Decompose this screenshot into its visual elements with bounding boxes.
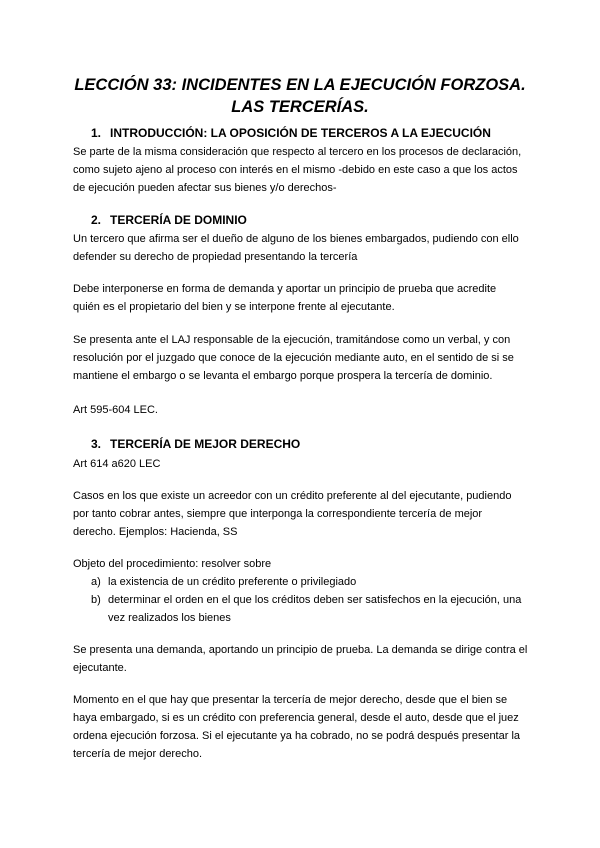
paragraph-line: por tanto cobrar antes, siempre que interponga la correspondiente tercería de mejor (73, 508, 483, 520)
paragraph-line: Se parte de la misma consideración que respecto al tercero en los procesos de declaración, (73, 146, 522, 158)
section-heading-terceria-dominio: 2. TERCERÍA DE DOMINIO (91, 213, 247, 227)
paragraph-line: como sujeto ajeno al proceso con interés en el mismo -debido en este caso a que los actos (73, 164, 518, 176)
paragraph-line: Art 595-604 LEC. (73, 404, 158, 416)
list-item: b) determinar el orden en el que los créditos deben ser satisfechos en la ejecución, una (91, 594, 522, 606)
paragraph-line: Art 614 a620 LEC (73, 458, 161, 470)
section-heading-introduccion: 1. INTRODUCCIÓN: LA OPOSICIÓN DE TERCEROS A LA EJECUCIÓN (91, 126, 491, 140)
paragraph-line: resolución por el juzgado que conoce de la ejecución mediante auto, en el sentido de si se (73, 352, 514, 364)
paragraph-line: mantiene el embargo o se levanta el embargo porque prospera la tercería de dominio. (73, 370, 493, 382)
paragraph-line: ordena ejecución forzosa. Si el ejecutante ya ha cobrado, no se podrá después presentar la (73, 730, 521, 742)
paragraph-line: quién es el propietario del bien y se interpone frente al ejecutante. (73, 301, 395, 313)
paragraph-line: Momento en el que hay que presentar la tercería de mejor derecho, desde que el bien se (73, 694, 508, 706)
section-heading-terceria-mejor-derecho: 3. TERCERÍA DE MEJOR DERECHO (91, 437, 301, 451)
list-item-continuation: vez realizados los bienes (108, 612, 231, 624)
paragraph-line: Objeto del procedimiento: resolver sobre (73, 558, 272, 570)
paragraph-line: defender su derecho de propiedad presentando la tercería (73, 251, 358, 263)
paragraph-line: haya embargado, si es un crédito con preferencia general, desde el auto, desde que el juez (73, 712, 519, 724)
paragraph-line: derecho. Ejemplos: Hacienda, SS (73, 526, 238, 538)
paragraph-line: de ejecución pueden afectar sus bienes y/o derechos- (73, 182, 337, 194)
paragraph-line: Se presenta una demanda, aportando un principio de prueba. La demanda se dirige contra el (73, 644, 528, 656)
paragraph-line: tercería de mejor derecho. (73, 748, 203, 760)
list-item: a) la existencia de un crédito preferente o privilegiado (91, 576, 357, 588)
page-title: LECCIÓN 33: INCIDENTES EN LA EJECUCIÓN FORZOSA. LAS TERCERÍAS. (74, 76, 526, 116)
paragraph-line: Debe interponerse en forma de demanda y aportar un principio de prueba que acredite (73, 283, 497, 295)
paragraph-line: Casos en los que existe un acreedor con un crédito preferente al del ejecutante, pudiendo (73, 490, 512, 502)
paragraph-line: Se presenta ante el LAJ responsable de la ejecución, tramitándose como un verbal, y con (73, 334, 511, 346)
paragraph-line: ejecutante. (73, 662, 127, 674)
paragraph-line: Un tercero que afirma ser el dueño de alguno de los bienes embargados, pudiendo con ello (73, 233, 519, 245)
